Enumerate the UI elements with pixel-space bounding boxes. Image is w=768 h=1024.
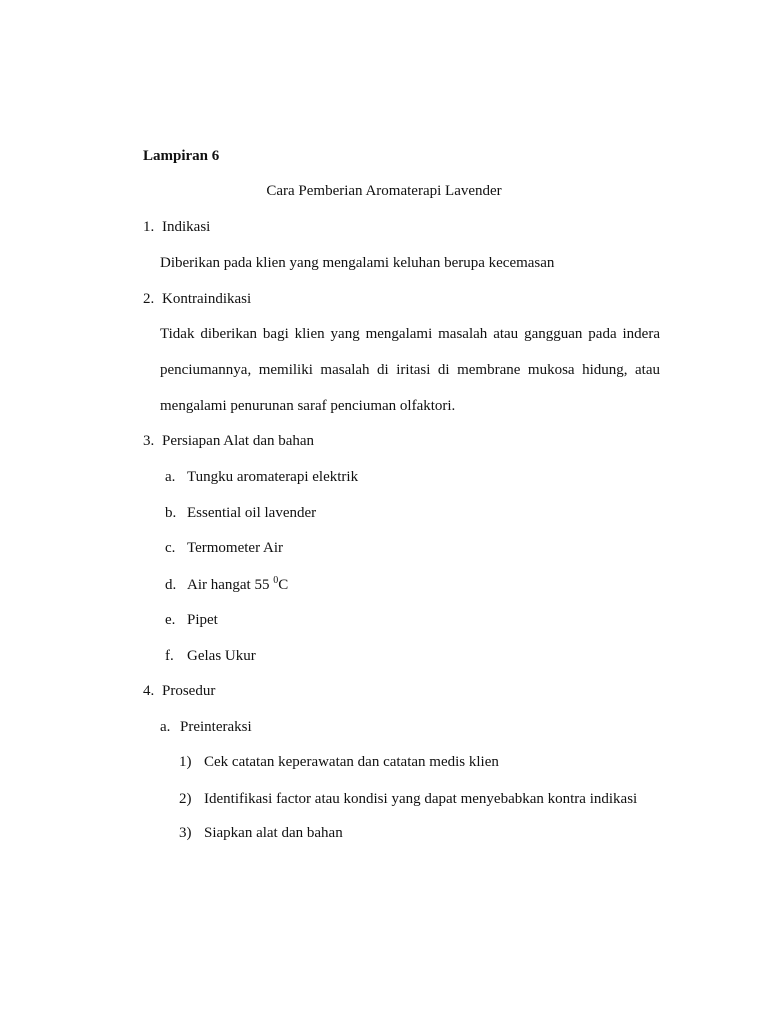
item-marker: c. [165, 540, 176, 556]
section-heading-persiapan: Persiapan Alat dan bahan [162, 433, 315, 449]
sub-heading-preinteraksi: Preinteraksi [180, 719, 252, 735]
step-marker: 2) [179, 791, 192, 807]
step-item: Cek catatan keperawatan dan catatan medis klien [204, 754, 499, 770]
indikasi-text: Diberikan pada klien yang mengalami keluhan berupa kecemasan [160, 255, 555, 271]
list-item: Pipet [187, 612, 218, 628]
step-item: Siapkan alat dan bahan [204, 825, 343, 841]
section-heading-prosedur: Prosedur [162, 683, 216, 699]
list-item: Gelas Ukur [187, 648, 256, 664]
kontraindikasi-line-2: penciumannya, memiliki masalah di iritasi di membrane mukosa hidung, atau [160, 362, 660, 378]
item-marker: a. [165, 469, 176, 485]
section-heading-kontraindikasi: Kontraindikasi [162, 291, 252, 307]
sub-marker: a. [160, 719, 171, 735]
item-text: Air hangat 55 [187, 577, 274, 593]
item-marker: b. [165, 505, 177, 521]
section-number-3: 3. [143, 433, 155, 449]
section-heading-indikasi: Indikasi [162, 219, 211, 235]
step-marker: 1) [179, 754, 192, 770]
item-marker: d. [165, 577, 177, 593]
section-number-2: 2. [143, 291, 155, 307]
step-item: Identifikasi factor atau kondisi yang dapat menyebabkan kontra indikasi [204, 791, 638, 807]
kontraindikasi-line-3: mengalami penurunan saraf penciuman olfaktori. [160, 398, 456, 414]
kontraindikasi-line-1: Tidak diberikan bagi klien yang mengalami masalah atau gangguan pada indera [160, 326, 660, 342]
degree-superscript: 0 [273, 575, 279, 586]
list-item: Termometer Air [187, 540, 283, 556]
list-item: Essential oil lavender [187, 505, 317, 521]
item-marker: f. [165, 648, 174, 664]
section-number-4: 4. [143, 683, 155, 699]
section-number-1: 1. [143, 219, 155, 235]
item-marker: e. [165, 612, 176, 628]
item-unit: C [278, 577, 289, 593]
list-item: Tungku aromaterapi elektrik [187, 469, 359, 485]
appendix-label: Lampiran 6 [143, 148, 220, 164]
step-marker: 3) [179, 825, 192, 841]
document-title: Cara Pemberian Aromaterapi Lavender [266, 183, 502, 199]
list-item [187, 575, 288, 595]
